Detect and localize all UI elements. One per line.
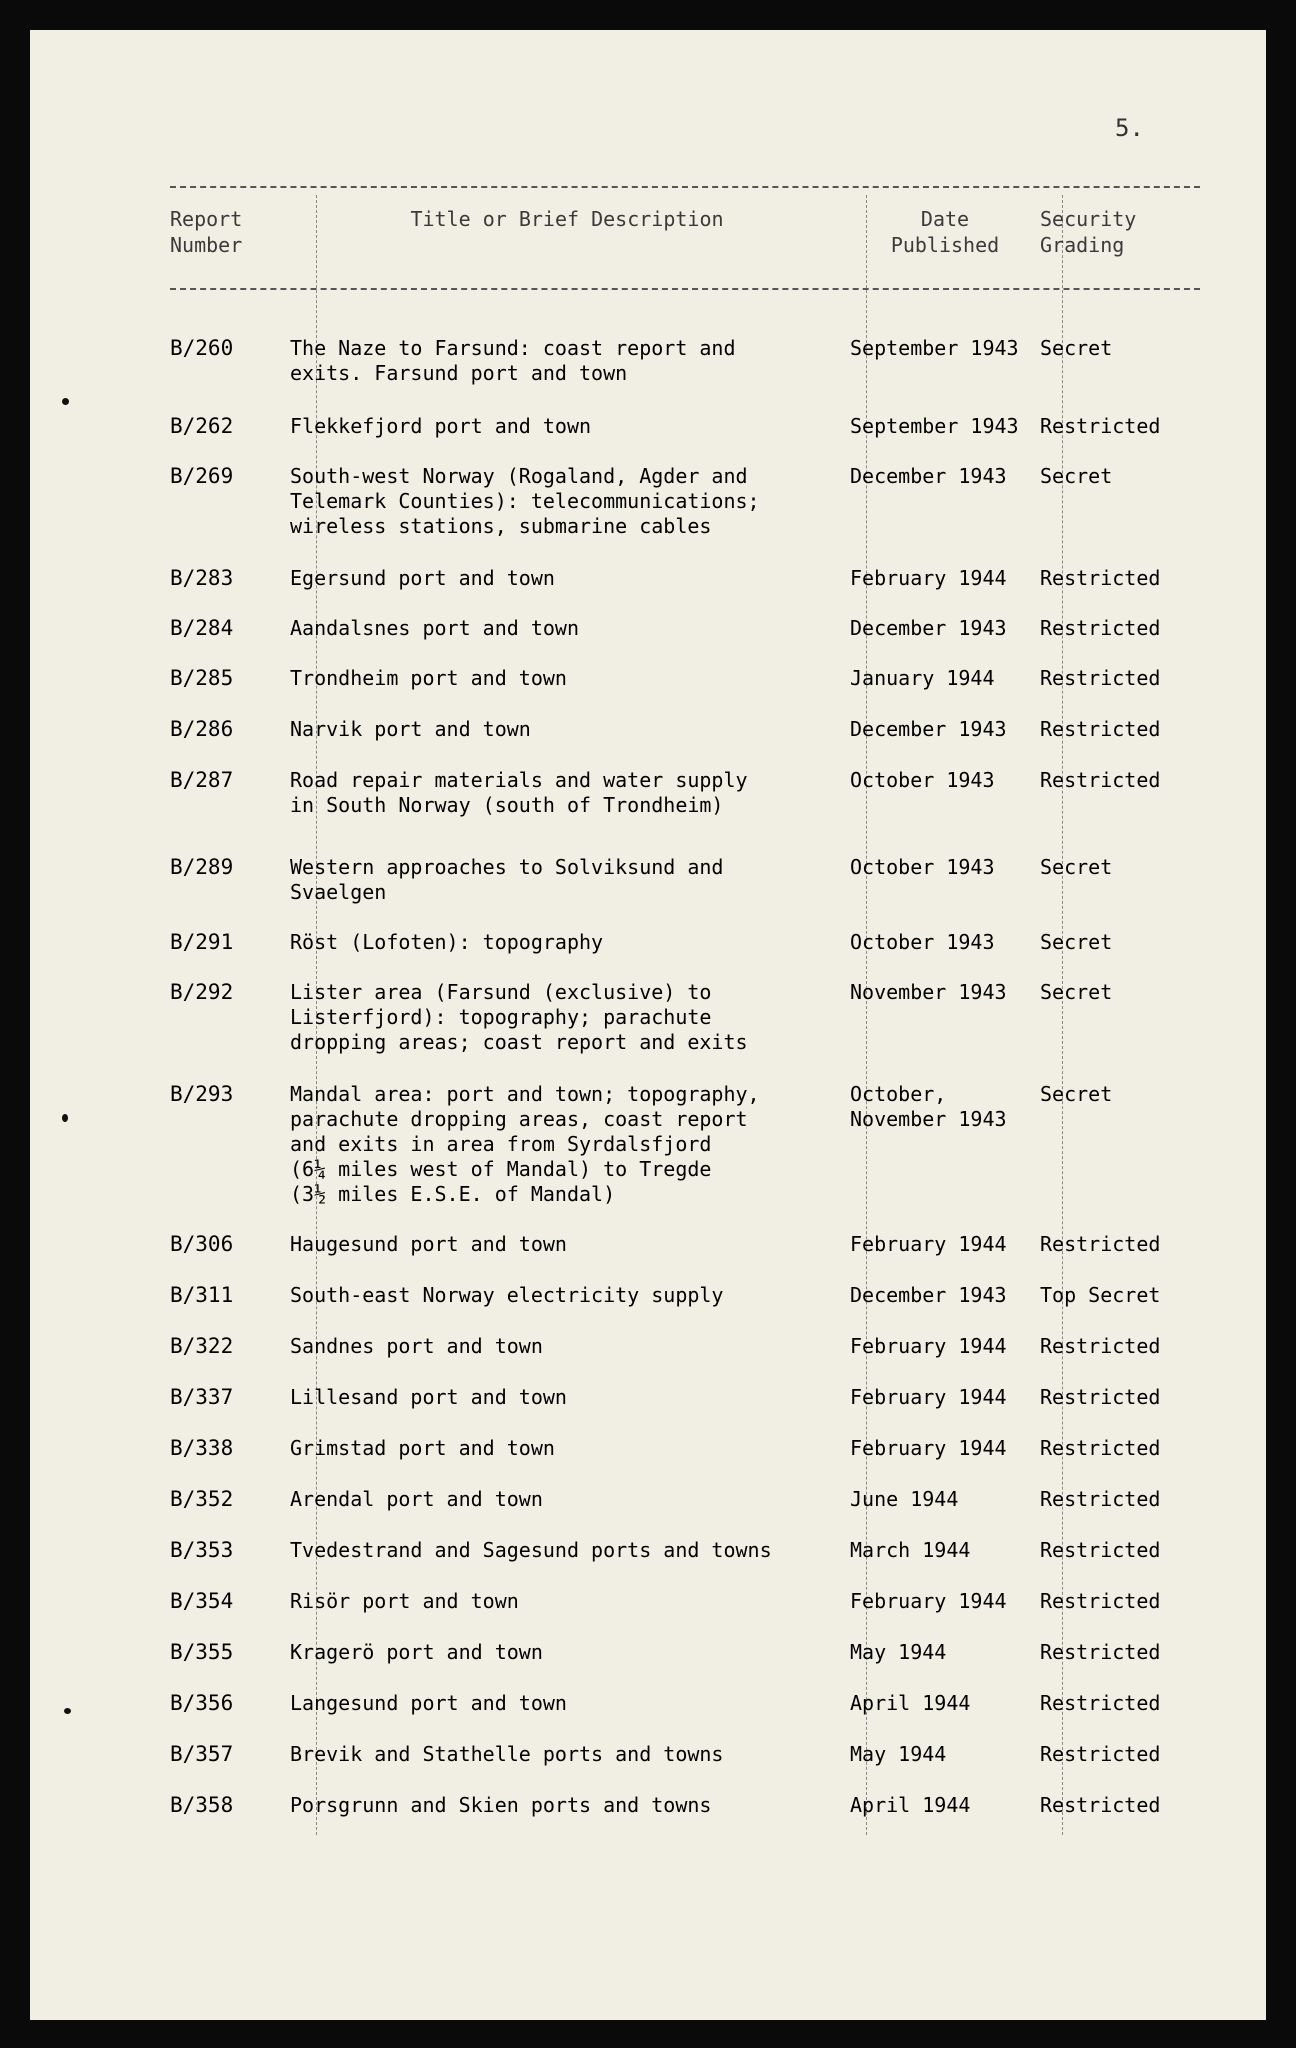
report-title <box>290 414 840 439</box>
report-title-line: Kragerö port and town <box>290 1640 543 1664</box>
date-published: June 1944 <box>850 1487 959 1511</box>
report-title <box>290 464 840 539</box>
report-title-line: The Naze to Farsund: coast report and <box>290 336 736 360</box>
date-published: October 1943 <box>850 930 995 954</box>
report-title-line: dropping areas; coast report and exits <box>290 1030 748 1054</box>
report-title <box>290 1334 840 1359</box>
report-number: B/292 <box>170 980 234 1004</box>
report-number: B/286 <box>170 717 234 741</box>
report-number: B/355 <box>170 1640 234 1664</box>
report-title-line: Listerfjord): topography; parachute <box>290 1005 712 1029</box>
report-number: B/356 <box>170 1691 234 1715</box>
security-grading: Restricted <box>1040 1793 1161 1817</box>
report-title <box>290 1793 840 1818</box>
security-grading: Restricted <box>1040 1385 1161 1409</box>
binder-hole-mark <box>62 398 69 405</box>
report-title <box>290 855 840 905</box>
date-published: October 1943 <box>850 855 995 879</box>
security-grading: Secret <box>1040 930 1113 954</box>
report-title-line: wireless stations, submarine cables <box>290 514 712 538</box>
report-title-line: and exits in area from Syrdalsfjord <box>290 1132 712 1156</box>
report-number: B/322 <box>170 1334 234 1358</box>
report-title-line: (3½ miles E.S.E. of Mandal) <box>290 1182 616 1206</box>
header-security-grading: Security Grading <box>1040 207 1137 257</box>
security-grading: Restricted <box>1040 1691 1161 1715</box>
date-published: October, November 1943 <box>850 1082 1007 1131</box>
report-number: B/354 <box>170 1589 234 1613</box>
report-title-line: Porsgrunn and Skien ports and towns <box>290 1793 712 1817</box>
report-title-line: Trondheim port and town <box>290 666 567 690</box>
report-title-line: Svaelgen <box>290 880 387 904</box>
date-published: September 1943 <box>850 336 1019 360</box>
report-title-line: Flekkefjord port and town <box>290 414 592 438</box>
report-number: B/293 <box>170 1082 234 1106</box>
report-title-line: Tvedestrand and Sagesund ports and towns <box>290 1538 772 1562</box>
binder-hole-mark <box>64 1708 71 1714</box>
top-rule <box>170 186 1200 188</box>
report-title-line: (6¼ miles west of Mandal) to Tregde <box>290 1157 712 1181</box>
report-title <box>290 616 840 641</box>
report-title-line: exits. Farsund port and town <box>290 361 628 385</box>
report-title <box>290 1436 840 1461</box>
date-published: February 1944 <box>850 1334 1007 1358</box>
report-title-line: Risör port and town <box>290 1589 519 1613</box>
report-title-line: South-west Norway (Rogaland, Agder and <box>290 464 748 488</box>
report-title-line: Egersund port and town <box>290 566 555 590</box>
date-published: February 1944 <box>850 566 1007 590</box>
security-grading: Restricted <box>1040 1538 1161 1562</box>
security-grading: Secret <box>1040 464 1113 488</box>
date-published: April 1944 <box>850 1691 971 1715</box>
report-number: B/260 <box>170 336 234 360</box>
report-number: B/352 <box>170 1487 234 1511</box>
report-title <box>290 566 840 591</box>
report-title-line: Lister area (Farsund (exclusive) to <box>290 980 712 1004</box>
security-grading: Secret <box>1040 1082 1113 1106</box>
date-published: November 1943 <box>850 980 1007 1004</box>
security-grading: Restricted <box>1040 616 1161 640</box>
report-number: B/269 <box>170 464 234 488</box>
date-published: May 1944 <box>850 1742 947 1766</box>
header-title: Title or Brief Description <box>410 207 724 231</box>
report-title-line: Road repair materials and water supply <box>290 768 748 792</box>
header-report-number: Report Number <box>170 207 243 257</box>
date-published: May 1944 <box>850 1640 947 1664</box>
report-title-line: Lillesand port and town <box>290 1385 567 1409</box>
date-published: December 1943 <box>850 616 1007 640</box>
report-title-line: Röst (Lofoten): topography <box>290 930 604 954</box>
report-title-line: Sandnes port and town <box>290 1334 543 1358</box>
report-title <box>290 1487 840 1512</box>
report-title-line: Telemark Counties): telecommunications; <box>290 489 760 513</box>
report-title <box>290 1589 840 1614</box>
report-number: B/358 <box>170 1793 234 1817</box>
report-number: B/287 <box>170 768 234 792</box>
date-published: October 1943 <box>850 768 995 792</box>
report-title-line: Grimstad port and town <box>290 1436 555 1460</box>
report-number: B/284 <box>170 616 234 640</box>
date-published: December 1943 <box>850 717 1007 741</box>
security-grading: Restricted <box>1040 1334 1161 1358</box>
report-title <box>290 980 840 1055</box>
report-title-line: South-east Norway electricity supply <box>290 1283 724 1307</box>
header-date-published: Date Published <box>890 207 1000 257</box>
date-published: February 1944 <box>850 1385 1007 1409</box>
report-number: B/353 <box>170 1538 234 1562</box>
report-title <box>290 768 840 818</box>
report-title <box>290 1691 840 1716</box>
report-title-line: Western approaches to Solviksund and <box>290 855 724 879</box>
binder-hole-mark <box>62 1114 68 1122</box>
security-grading: Secret <box>1040 855 1113 879</box>
report-title <box>290 1283 840 1308</box>
security-grading: Restricted <box>1040 1742 1161 1766</box>
report-title-line: Narvik port and town <box>290 717 531 741</box>
report-title <box>290 717 840 742</box>
report-title-line: Langesund port and town <box>290 1691 567 1715</box>
report-title <box>290 1538 840 1563</box>
security-grading: Top Secret <box>1040 1283 1161 1307</box>
security-grading: Restricted <box>1040 566 1161 590</box>
report-number: B/285 <box>170 666 234 690</box>
date-published: January 1944 <box>850 666 995 690</box>
report-title-line: Aandalsnes port and town <box>290 616 579 640</box>
date-published: February 1944 <box>850 1589 1007 1613</box>
report-title-line: Haugesund port and town <box>290 1232 567 1256</box>
security-grading: Restricted <box>1040 1487 1161 1511</box>
report-number: B/311 <box>170 1283 234 1307</box>
page-number: 5. <box>1115 114 1144 142</box>
report-title-line: Mandal area: port and town; topography, <box>290 1082 760 1106</box>
report-number: B/289 <box>170 855 234 879</box>
report-title <box>290 930 840 955</box>
report-number: B/283 <box>170 566 234 590</box>
report-number: B/337 <box>170 1385 234 1409</box>
report-title <box>290 1082 840 1207</box>
security-grading: Secret <box>1040 980 1113 1004</box>
date-published: February 1944 <box>850 1436 1007 1460</box>
security-grading: Restricted <box>1040 1640 1161 1664</box>
report-title <box>290 1232 840 1257</box>
date-published: December 1943 <box>850 1283 1007 1307</box>
report-number: B/338 <box>170 1436 234 1460</box>
date-published: March 1944 <box>850 1538 971 1562</box>
report-number: B/262 <box>170 414 234 438</box>
report-title <box>290 336 840 386</box>
security-grading: Restricted <box>1040 666 1161 690</box>
security-grading: Restricted <box>1040 1436 1161 1460</box>
report-title <box>290 1640 840 1665</box>
report-title <box>290 1742 840 1767</box>
report-title <box>290 666 840 691</box>
report-number: B/357 <box>170 1742 234 1766</box>
date-published: February 1944 <box>850 1232 1007 1256</box>
report-title-line: parachute dropping areas, coast report <box>290 1107 748 1131</box>
date-published: September 1943 <box>850 414 1019 438</box>
report-number: B/291 <box>170 930 234 954</box>
header-rule <box>170 288 1200 290</box>
security-grading: Restricted <box>1040 1589 1161 1613</box>
date-published: April 1944 <box>850 1793 971 1817</box>
date-published: December 1943 <box>850 464 1007 488</box>
report-title-line: Arendal port and town <box>290 1487 543 1511</box>
security-grading: Restricted <box>1040 717 1161 741</box>
security-grading: Restricted <box>1040 1232 1161 1256</box>
security-grading: Restricted <box>1040 768 1161 792</box>
report-title-line: Brevik and Stathelle ports and towns <box>290 1742 724 1766</box>
security-grading: Restricted <box>1040 414 1161 438</box>
report-number: B/306 <box>170 1232 234 1256</box>
report-title-line: in South Norway (south of Trondheim) <box>290 793 724 817</box>
report-title <box>290 1385 840 1410</box>
security-grading: Secret <box>1040 336 1113 360</box>
